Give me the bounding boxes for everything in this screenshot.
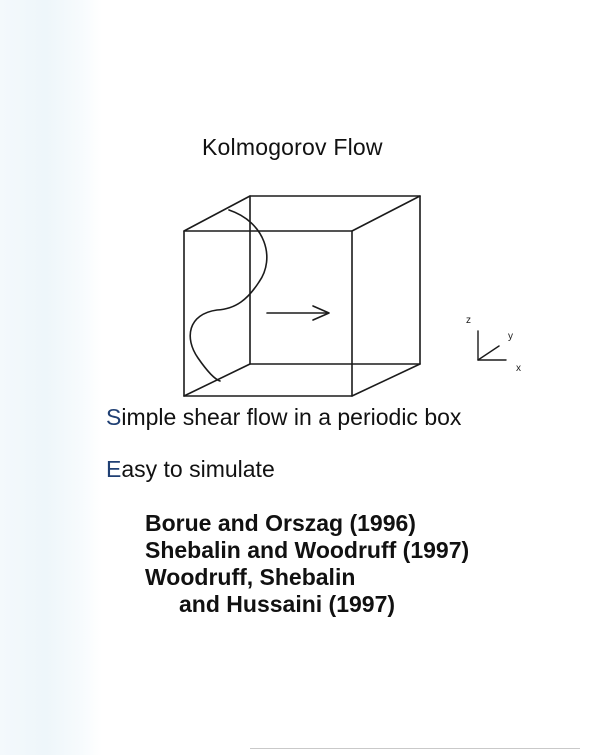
simple-shear-line [106, 404, 461, 431]
cube-edge-top-right [352, 196, 420, 231]
cube-edge-top-left [184, 196, 250, 231]
simple-shear-text: imple shear flow in a periodic box [121, 404, 462, 430]
y-axis-line [478, 346, 499, 360]
coordinate-axes [458, 308, 528, 378]
x-axis-label: x [516, 363, 521, 374]
cube-edge-bottom-right [352, 364, 420, 396]
left-margin-shading [0, 0, 102, 755]
reference-list [145, 510, 469, 618]
z-axis-label: z [466, 315, 471, 326]
reference-item: Woodruff, Shebalin [145, 564, 356, 590]
easy-simulate-line [106, 456, 275, 483]
cube-back-face [250, 196, 420, 364]
easy-simulate-text: asy to simulate [121, 456, 275, 482]
reference-item: Borue and Orszag (1996) [145, 510, 416, 536]
reference-item: Shebalin and Woodruff (1997) [145, 537, 470, 563]
simple-shear-lead-letter: S [106, 404, 122, 430]
shear-velocity-profile-curve [190, 210, 267, 381]
page-title: Kolmogorov Flow [202, 134, 383, 160]
easy-simulate-lead-letter: E [106, 456, 122, 482]
periodic-box-diagram [170, 188, 440, 408]
bottom-rule [250, 748, 580, 749]
reference-item: and Hussaini (1997) [179, 591, 396, 617]
y-axis-label: y [508, 331, 513, 342]
